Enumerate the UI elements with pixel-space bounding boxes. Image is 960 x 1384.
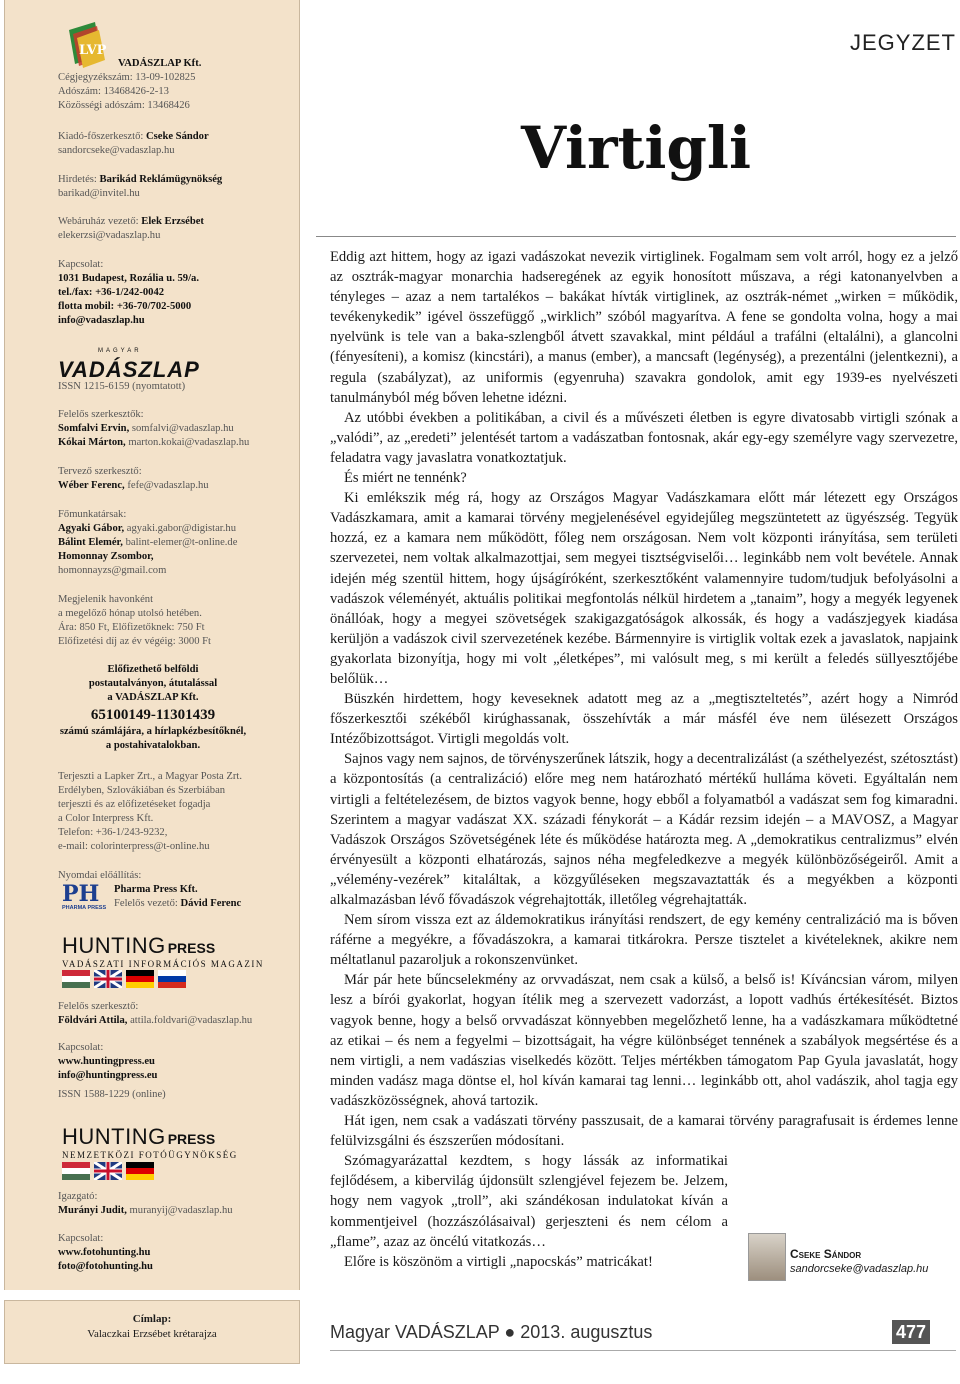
editor1-name: Somfalvi Ervin, [58,423,130,434]
contact-telfax: tel./fax: +36-1/242-0042 [58,287,165,298]
hp2-mail[interactable]: foto@fotohunting.hu [58,1261,153,1272]
contact-mail[interactable]: info@vadaszlap.hu [58,315,145,326]
subscription-block [58,663,248,753]
magazine-logo-text: VADÁSZLAP [58,357,200,382]
english-flag-icon [94,1162,122,1180]
staff-block [58,508,294,578]
company-tax: Adószám: 13468426-2-13 [58,86,169,97]
article-paragraph: Eddig azt hittem, hogy az igazi vadászokat nevezik virtiglinek. Fogalmam sem volt arról, hogy ez a jelző az osztrák-magyar monarchia hadseregének az egyik honosított műszava, a régi katonanyelvben a tényleges – azaz a nem tartalékos – bakákat hívták virtiglinek, az osztrák-német „wirken = működik, tevékenykedik” igével összefüggő „wirklich” szóból magyarítva. A fene se gondolta volna, hogy a mai nyelvünk is tele van a baka-szlengből átvett szavakkal, mint például a trafálni (eltalálni), a glancolni (fényesíteni), a komisz (kincstári), a manus (ember), a mancsaft (legénység), a prezentálni (jelentkezni), a regula (szabályzat), az uniformis (egyenruha) szavakra gondolok, amit egy 1939-es nyelvészeti tanulmányból még bőven lehetne idézni. [330,249,958,406]
publisher-block [58,130,294,158]
english-flag-icon [94,970,122,988]
footer-text: Magyar VADÁSZLAP ● 2013. augusztus [330,1322,653,1342]
hp2-dir-label: Igazgató: [58,1191,98,1202]
pricing-block [58,593,294,649]
ads-name: Barikád Reklámügynökség [99,174,223,185]
staff1-name: Agyaki Gábor, [58,523,125,534]
hp2-contact-block [58,1232,294,1274]
article-paragraph: Büszkén hirdettem, hogy keveseknek adatott meg az a „megtiszteltetés”, azért hogy a Nimród főszerkesztői székéből kirúghassanak, összehívták a már másfél éve nem ülésezett Országos Intézőbizottságot. Virtigli megoldás volt. [330,691,958,748]
editor1-mail[interactable]: somfalvi@vadaszlap.hu [131,423,234,434]
print-boss-label: Felelős vezető: [114,898,178,909]
hp2-big: HUNTING [62,1124,166,1149]
dist-line4: a Color Interpress Kft. [58,813,154,824]
russian-flag-icon [158,970,186,988]
dist-line2: Erdélyben, Szlovákiában és Szerbiában [58,785,226,796]
monthly-line1: Megjelenik havonként [58,594,154,605]
article-paragraph: Szómagyarázattal kezdtem, s hogy lássák az informatikai fejlődésem, a kibervilág újdonsült szlengjével fejezem be. Jelzem, hogy nem vagyok „troll”, aki szándékosan indulatokat kíván a kommentjeivel (hozzászólásaival) gerjeszteni és nem célom a „flame”, azaz az öncélú vitatkozás… [330,1153,728,1250]
staff1-mail[interactable]: agyaki.gabor@digistar.hu [126,523,236,534]
cover-text: Valaczkai Erzsébet krétarajza [87,1328,217,1340]
ads-block [58,173,294,201]
sub-line5: a postahivatalokban. [105,740,201,751]
article-paragraph: Nem sírom vissza ezt az áldemokratikus irányítási rendszert, de egy kemény centralizáció ma is bőven ráférne a megyékre, a fővadászokra, a kamarai titkárokra. Persze tisztelet a kivételeknek, akikre nem méltatlanul pazaroljuk a rokonszenvünket. [330,912,958,969]
account-number: 65100149-11301439 [90,707,216,723]
ads-mail[interactable]: barikad@invitel.hu [58,188,140,199]
designer-label: Tervező szerkesztő: [58,466,142,477]
pharma-logo-sub: PHARMA PRESS [62,905,107,911]
print-label: Nyomdai előállítás: [58,870,142,881]
publisher-name: Cseke Sándor [145,131,209,142]
article-body [330,247,958,1272]
article-paragraph: Ki emlékszik még rá, hogy az Országos Magyar Vadászkamara előtt már létezett egy Országos Vadászkamara, amit a kamarai törvény megjelenésével egyidejűleg megszüntetett az ügyészség. Tegyük hozzá, ez a kamara nem működött, főleg nem országosan. Nem volt központi irányítása, sem területi szervezetei, nem voltak alkalmazottjai, sem megyei tisztségviselői… leginkább nem volt bevétele. Annak idején még szentül hittem, hogy újságíróként, szerkesztőként valamennyire tudom/tudjuk befolyásolni a vadászok véleményét, aktuális politikai megfontolás nélkül hirdetem a „tanaim”, hogy a megyék legyenek önállóak, hogy a megyei szövetségek szakigazgatóságok alkossák, és hogy a vadászjegyek kiadása kerüljön a vadászok civil szervezetének kezébe. Bármennyire is virtiglik voltak ezek a javaslatok, napjaink gyakorlata bizonyítja, hogy mi volt „életképes”, mi valósult meg, s mi került a feledés süllyesztőjébe belőlük… [330,490,958,687]
author-box [748,1233,958,1281]
dist-line5: Telefon: +36-1/243-9232, [58,827,168,838]
cover-label: Címlap: [132,1313,172,1325]
staff3-name: Homonnay Zsombor, [58,551,154,562]
company-reg: Cégjegyzékszám: 13-09-102825 [58,72,196,83]
article-paragraph: Már pár hete bűncselekmény az orvvadászat, nem csak a külső, a belső is! Kíváncsian várom, milyen lesz a bírói gyakorlat, hogyan ítélik meg a szervezett vadorzást, a lopott vadhús értékesítését. Biztos vagyok benne, hogy a belső orvvadászat könnyebben megelőzhető lenne, ha a vadászkamara működtetné az etikai – és nem a fegyelmi – bizottságait, ha végre különbséget tennének a szabályok megsértése és a nem virtigli, a nem vadászias viselkedés között. Teljes mértékben támogatom Pap Gyula javaslatát, hogy minden vadász maga döntse el, hol kíván kamarai tag lenni… leginkább ott, ahol vadászik, ahol tagja egy vadászközösségnek, ahová tartozik. [330,972,958,1109]
contact-label: Kapcsolat: [58,259,104,270]
shop-name: Elek Erzsébet [141,216,204,227]
contact-mobile: flotta mobil: +36-70/702-5000 [58,301,192,312]
hungarian-flag-icon [62,1162,90,1180]
hp2-block [58,1190,294,1218]
printer-info [114,883,294,911]
sub-line4: számú számlájára, a hírlapkézbesítőknél, [59,726,247,737]
editor2-mail[interactable]: marton.kokai@vadaszlap.hu [128,437,250,448]
hp1-issn: ISSN 1588-1229 (online) [58,1089,166,1100]
section-label: JEGYZET [849,30,956,55]
editors-label: Felelős szerkesztők: [58,409,144,420]
editors-block [58,408,294,450]
dist-line1: Terjeszti a Lapker Zrt., a Magyar Posta Zrt. [58,771,242,782]
designer-name: Wéber Ferenc, [58,480,125,491]
article-paragraph: Az utóbbi években a politikában, a civil és a művészeti életben is egyre divatosabb virtigli szónak a „valódi”, az „eredeti” jelentését tartom a vadászatban fontosnak, akár egy-egy személyre vagy szervezetre, feladatra vagy javaslatra vonatkoztatjuk. [330,409,958,466]
article-paragraph: Sajnos vagy nem sajnos, de törvényszerűnek látszik, hogy a decentralizálást (a széthelyezést, szétosztást) a központosítás (a centralizáció) előre meg nem határozható mértékű hulláma követi. Egyáltalán nem virtigli a feltételezésem, de biztos vagyok benne, hogy ebből a folyamatból a vadászat sem fog kimaradni. Szerintem a magyar vadászat XX. századi fénykorát – a Kádár rezsim idején – a MAVOSZ, a Magyar Vadászok Országos Szövetségének léte és működése határozta meg. A „demokratikus centralizmus” elvén érvényesült a központi elhatározás, sajnos néha megfeledkezve a megyék különbözőségeiről. Amit a „vélemény-vezérek” kitaláltak, a közgyűléseken megszavaztatták és a megyékben a központi alkalmazásban lévő fővadászok végrehajtották, illetőleg végrehajtatták. [330,751,958,908]
sub-line1: Előfizethető belföldi [107,664,199,675]
designer-mail[interactable]: fefe@vadaszlap.hu [127,480,209,491]
hp1-contact-label: Kapcsolat: [58,1042,104,1053]
contact-block [58,258,294,328]
subscription-line: Előfizetési díj az év végéig: 3000 Ft [58,636,211,647]
distribution-block [58,770,294,854]
ads-label: Hirdetés: [58,174,97,185]
hp2-dir-mail[interactable]: muranyij@vadaszlap.hu [129,1205,233,1216]
article-title: Virtigli [520,114,752,182]
hp1-small: PRESS [167,940,216,956]
shop-mail[interactable]: elekerzsi@vadaszlap.hu [58,230,161,241]
staff-label: Főmunkatársak: [58,509,127,520]
hp2-dir: Murányi Judit, [58,1205,127,1216]
monthly-line2: a megelőző hónap utolsó hetében. [58,608,202,619]
publisher-label: Kiadó-főszerkesztő: [58,131,144,142]
hp1-editor-mail[interactable]: attila.foldvari@vadaszlap.hu [130,1015,253,1026]
cover-credit [4,1300,300,1364]
german-flag-icon [126,970,154,988]
logo-text: LVP [79,43,107,58]
company-eutax: Közösségi adószám: 13468426 [58,100,190,111]
hp2-contact-label: Kapcsolat: [58,1233,104,1244]
german-flag-icon [126,1162,154,1180]
language-flags [62,970,186,988]
hp1-mail[interactable]: info@huntingpress.eu [58,1070,158,1081]
contact-address: 1031 Budapest, Rozália u. 59/a. [58,273,199,284]
hp1-big: HUNTING [62,933,166,958]
hp2-sub: NEMZETKÖZI FOTÓÜGYNÖKSÉG [62,1150,238,1160]
sub-line3: a VADÁSZLAP Kft. [107,692,199,703]
company-block [58,57,294,113]
magazine-logo [58,344,294,382]
hungarian-flag-icon [62,970,90,988]
article-paragraph: Hát igen, nem csak a vadászati törvény passzusait, de a kamarai törvény paragrafusait is érdemes lenne felülvizsgálni és észszerűen módosítani. [330,1113,958,1150]
staff2-name: Bálint Elemér, [58,537,123,548]
price-line: Ára: 850 Ft, Előfizetőknek: 750 Ft [58,622,205,633]
shop-label: Webáruház vezető: [58,216,139,227]
author-photo [748,1233,786,1281]
footer-divider [330,1350,956,1351]
staff3-mail[interactable]: homonnayzs@gmail.com [58,565,167,576]
pharma-press-logo [62,883,110,913]
publisher-mail[interactable]: sandorcseke@vadaszlap.hu [58,145,175,156]
editor2-name: Kókai Márton, [58,437,126,448]
dist-line3: terjeszti és az előfizetéseket fogadja [58,799,211,810]
hp1-contact-block [58,1041,294,1102]
title-divider [316,236,956,237]
hp1-web[interactable]: www.huntingpress.eu [58,1056,155,1067]
hp1-sub: VADÁSZATI INFORMÁCIÓS MAGAZIN [62,959,264,969]
hp1-editor: Földvári Attila, [58,1015,128,1026]
hp2-small: PRESS [167,1131,216,1147]
article-paragraph: Előre is köszönöm a virtigli „napocskás” matricákat! [344,1253,653,1270]
issn-print [58,380,294,394]
company-name: VADÁSZLAP Kft. [118,58,202,69]
author-name: Cseke Sándor [790,1247,862,1261]
dist-line6[interactable]: e-mail: colorinterpress@t-online.hu [58,841,210,852]
article-paragraph: És miért ne tennénk? [344,470,467,487]
magazine-logo-small: MAGYAR [98,348,142,354]
issn-print-text: ISSN 1215-6159 (nyomtatott) [58,381,186,392]
hp1-block [58,1000,294,1028]
shop-block [58,215,294,243]
hunting-press-logo-2 [62,1124,238,1160]
hp1-editor-label: Felelős szerkesztő: [58,1001,139,1012]
print-name: Pharma Press Kft. [114,884,198,895]
hp2-web[interactable]: www.fotohunting.hu [58,1247,151,1258]
designer-block [58,465,294,493]
language-flags-2 [62,1162,154,1180]
staff2-mail[interactable]: balint-elemer@t-online.de [125,537,238,548]
page-number: 477 [892,1320,930,1344]
print-boss: Dávid Ferenc [180,898,242,909]
author-mail[interactable]: sandorcseke@vadaszlap.hu [790,1263,929,1275]
hunting-press-logo-1 [62,933,264,969]
sub-line2: postautalványon, átutalással [88,678,218,689]
pharma-logo-mark: PH [62,881,100,907]
